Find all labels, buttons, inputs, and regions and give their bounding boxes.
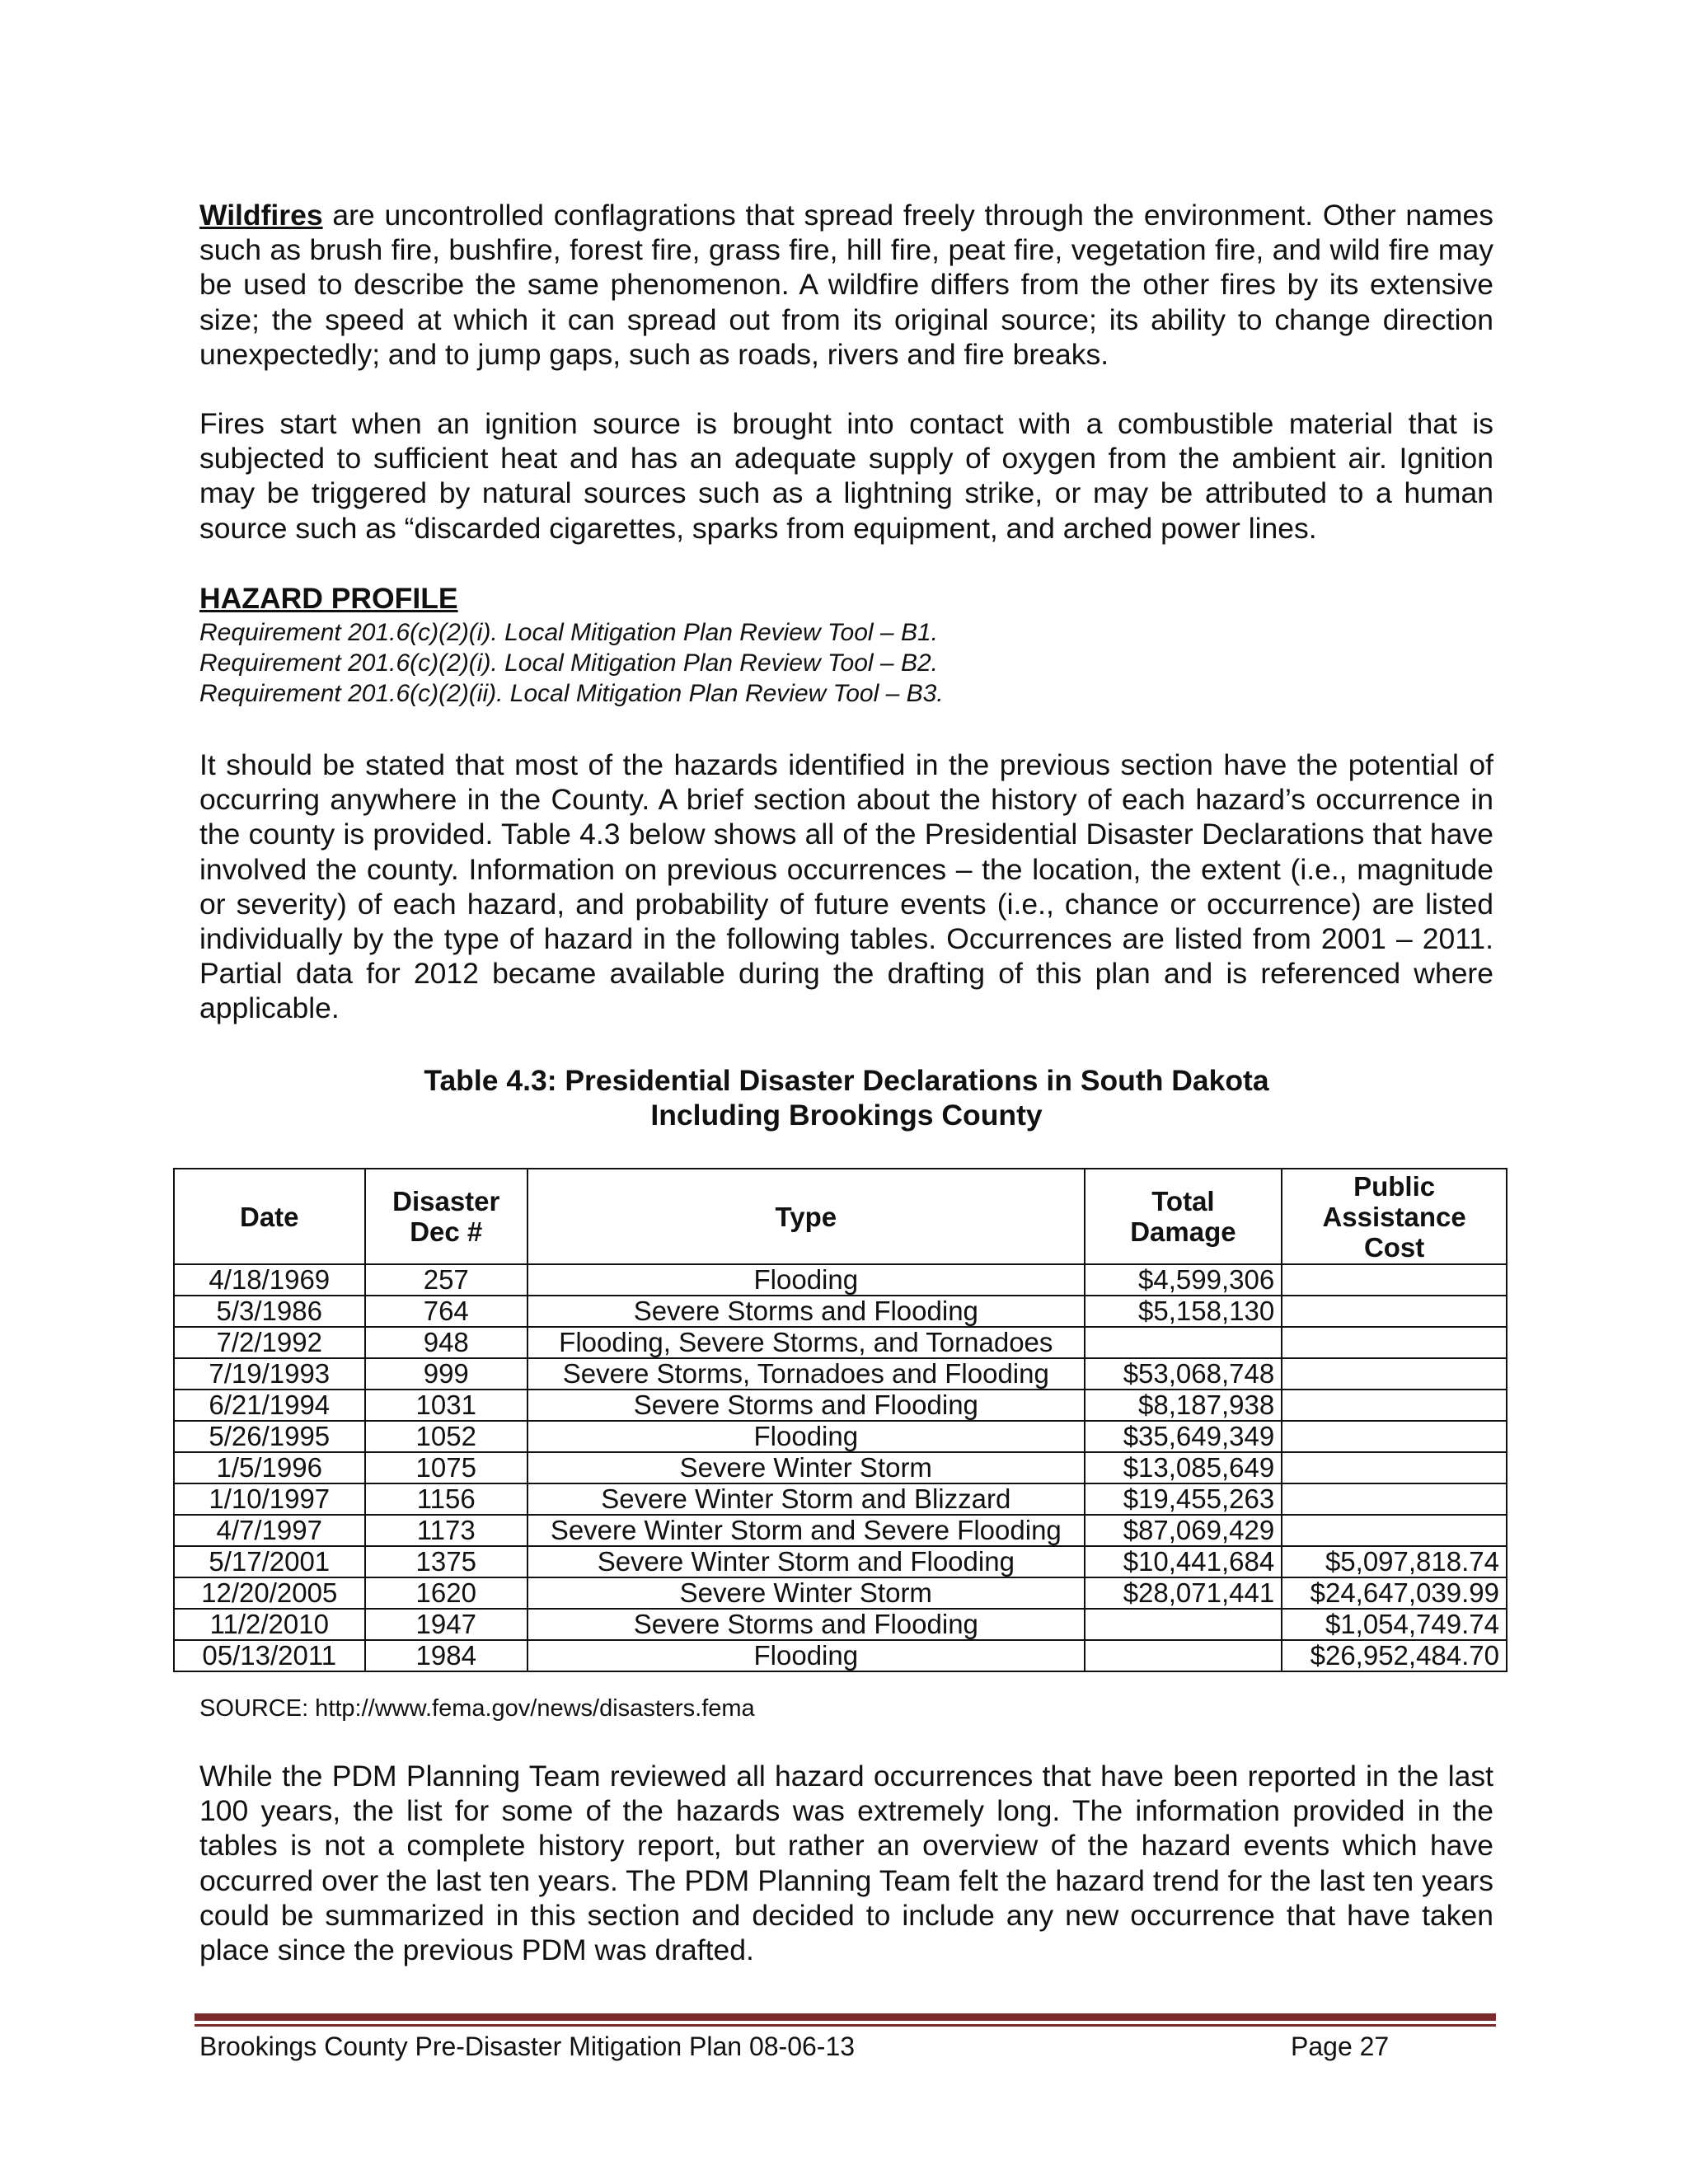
header-public-assistance-cost: Public Assistance Cost	[1282, 1169, 1507, 1264]
cell-disaster-dec: 1947	[365, 1609, 528, 1640]
requirement-item: Requirement 201.6(c)(2)(i). Local Mitigation Plan Review Tool – B1.	[199, 619, 938, 646]
header-disaster-dec: Disaster Dec #	[365, 1169, 528, 1264]
cell-disaster-dec: 1620	[365, 1577, 528, 1609]
footer-rule-thin	[195, 2024, 1496, 2027]
cell-disaster-dec: 1375	[365, 1546, 528, 1577]
table-row	[174, 1421, 1507, 1452]
cell-disaster-dec: 1173	[365, 1515, 528, 1546]
disaster-declarations-table	[173, 1168, 1507, 1672]
requirement-item: Requirement 201.6(c)(2)(ii). Local Mitigation Plan Review Tool – B3.	[199, 680, 944, 707]
cell-public-assistance-cost	[1282, 1483, 1507, 1515]
cell-date: 4/18/1969	[174, 1264, 365, 1296]
table-row	[174, 1296, 1507, 1327]
cell-total-damage: $8,187,938	[1085, 1390, 1282, 1421]
cell-total-damage: $4,599,306	[1085, 1264, 1282, 1296]
cell-public-assistance-cost	[1282, 1452, 1507, 1483]
cell-disaster-dec: 1075	[365, 1452, 528, 1483]
cell-date: 7/2/1992	[174, 1327, 365, 1358]
cell-type: Severe Winter Storm and Severe Flooding	[528, 1515, 1085, 1546]
header-date: Date	[174, 1169, 365, 1264]
cell-disaster-dec: 764	[365, 1296, 528, 1327]
cell-disaster-dec: 1984	[365, 1640, 528, 1671]
cell-date: 11/2/2010	[174, 1609, 365, 1640]
cell-date: 05/13/2011	[174, 1640, 365, 1671]
cell-date: 5/26/1995	[174, 1421, 365, 1452]
table-title	[199, 1063, 1493, 1132]
cell-total-damage	[1085, 1609, 1282, 1640]
cell-public-assistance-cost	[1282, 1515, 1507, 1546]
cell-date: 1/10/1997	[174, 1483, 365, 1515]
wildfires-body: are uncontrolled conflagrations that spread freely through the environment. Other names such as brush fire, bushfire, forest fire, grass fire, hill fire, peat fire, vegetation fire, and wild fire may be used to describe the same phenomenon. A wildfire differs from the other fires by its extensive size; the speed at which it can spread out from its original source; its ability to change direction unexpectedly; and to jump gaps, such as roads, rivers and fire breaks.	[199, 199, 1493, 371]
table-body	[174, 1264, 1507, 1671]
cell-date: 6/21/1994	[174, 1390, 365, 1421]
table-row	[174, 1640, 1507, 1671]
cell-public-assistance-cost	[1282, 1358, 1507, 1390]
cell-public-assistance-cost	[1282, 1421, 1507, 1452]
wildfires-term: Wildfires	[199, 199, 323, 232]
cell-date: 5/3/1986	[174, 1296, 365, 1327]
table-row	[174, 1577, 1507, 1609]
cell-disaster-dec: 257	[365, 1264, 528, 1296]
cell-date: 5/17/2001	[174, 1546, 365, 1577]
cell-type: Severe Storms and Flooding	[528, 1296, 1085, 1327]
pdm-review-paragraph: While the PDM Planning Team reviewed all hazard occurrences that have been reported in the last 100 years, the list for some of the hazards was extremely long. The information provided in the tables is not a complete history report, but rather an overview of the hazard events which have occurred over the last ten years. The PDM Planning Team felt the hazard trend for the last ten years could be summarized in this section and decided to include any new occurrence that have taken place since the previous PDM was drafted.	[199, 1760, 1493, 1967]
cell-type: Severe Winter Storm	[528, 1452, 1085, 1483]
cell-total-damage: $19,455,263	[1085, 1483, 1282, 1515]
cell-public-assistance-cost	[1282, 1296, 1507, 1327]
footer-page-number: Page 27	[1291, 2032, 1390, 2061]
cell-date: 4/7/1997	[174, 1515, 365, 1546]
cell-total-damage	[1085, 1640, 1282, 1671]
cell-total-damage: $87,069,429	[1085, 1515, 1282, 1546]
table-row	[174, 1264, 1507, 1296]
cell-total-damage: $28,071,441	[1085, 1577, 1282, 1609]
cell-type: Severe Winter Storm	[528, 1577, 1085, 1609]
cell-total-damage: $10,441,684	[1085, 1546, 1282, 1577]
cell-disaster-dec: 999	[365, 1358, 528, 1390]
hazards-intro-paragraph: It should be stated that most of the hazards identified in the previous section have the potential of occurring anywhere in the County. A brief section about the history of each hazard’s occurrence in the county is provided. Table 4.3 below shows all of the Presidential Disaster Declarations that have involved the county. Information on previous occurrences – the location, the extent (i.e., magnitude or severity) of each hazard, and probability of future events (i.e., chance or occurrence) are listed individually by the type of hazard in the following tables. Occurrences are listed from 2001 – 2011. Partial data for 2012 became available during the drafting of this plan and is referenced where applicable.	[199, 748, 1493, 1025]
cell-total-damage: $5,158,130	[1085, 1296, 1282, 1327]
table-row	[174, 1483, 1507, 1515]
cell-type: Flooding	[528, 1640, 1085, 1671]
cell-type: Severe Winter Storm and Flooding	[528, 1546, 1085, 1577]
table-row	[174, 1515, 1507, 1546]
cell-public-assistance-cost: $26,952,484.70	[1282, 1640, 1507, 1671]
fires-start-paragraph: Fires start when an ignition source is brought into contact with a combustible material that is subjected to sufficient heat and has an adequate supply of oxygen from the ambient air. Ignition may be triggered by natural sources such as a lightning strike, or may be attributed to a human source such as “discarded cigarettes, sparks from equipment, and arched power lines.	[199, 407, 1493, 545]
footer-rule-thick	[195, 2013, 1496, 2021]
cell-public-assistance-cost: $24,647,039.99	[1282, 1577, 1507, 1609]
cell-public-assistance-cost	[1282, 1390, 1507, 1421]
cell-type: Severe Storms and Flooding	[528, 1609, 1085, 1640]
cell-type: Flooding	[528, 1264, 1085, 1296]
cell-public-assistance-cost	[1282, 1264, 1507, 1296]
cell-date: 7/19/1993	[174, 1358, 365, 1390]
table-source: SOURCE: http://www.fema.gov/news/disasters.fema	[199, 1695, 755, 1722]
table-row	[174, 1609, 1507, 1640]
requirement-item: Requirement 201.6(c)(2)(i). Local Mitigation Plan Review Tool – B2.	[199, 649, 938, 677]
cell-disaster-dec: 1031	[365, 1390, 528, 1421]
cell-type: Severe Storms and Flooding	[528, 1390, 1085, 1421]
cell-type: Flooding, Severe Storms, and Tornadoes	[528, 1327, 1085, 1358]
cell-total-damage: $13,085,649	[1085, 1452, 1282, 1483]
cell-type: Severe Winter Storm and Blizzard	[528, 1483, 1085, 1515]
hazard-profile-heading: HAZARD PROFILE	[199, 582, 458, 615]
cell-date: 1/5/1996	[174, 1452, 365, 1483]
cell-public-assistance-cost	[1282, 1327, 1507, 1358]
table-header-row	[174, 1169, 1507, 1264]
table-title-line-2: Including Brookings County	[650, 1099, 1043, 1132]
footer-document-title: Brookings County Pre-Disaster Mitigation Plan 08-06-13	[199, 2032, 856, 2061]
requirements-list	[199, 617, 1485, 709]
cell-total-damage	[1085, 1327, 1282, 1358]
cell-total-damage: $35,649,349	[1085, 1421, 1282, 1452]
cell-type: Severe Storms, Tornadoes and Flooding	[528, 1358, 1085, 1390]
table-row	[174, 1452, 1507, 1483]
cell-disaster-dec: 1052	[365, 1421, 528, 1452]
header-type: Type	[528, 1169, 1085, 1264]
cell-disaster-dec: 1156	[365, 1483, 528, 1515]
table-row	[174, 1327, 1507, 1358]
header-total-damage: Total Damage	[1085, 1169, 1282, 1264]
table-row	[174, 1390, 1507, 1421]
wildfires-paragraph	[199, 198, 1493, 372]
table-row	[174, 1358, 1507, 1390]
cell-public-assistance-cost: $5,097,818.74	[1282, 1546, 1507, 1577]
cell-public-assistance-cost: $1,054,749.74	[1282, 1609, 1507, 1640]
cell-date: 12/20/2005	[174, 1577, 365, 1609]
cell-disaster-dec: 948	[365, 1327, 528, 1358]
cell-total-damage: $53,068,748	[1085, 1358, 1282, 1390]
table-row	[174, 1546, 1507, 1577]
cell-type: Flooding	[528, 1421, 1085, 1452]
table-title-line-1: Table 4.3: Presidential Disaster Declarations in South Dakota	[424, 1064, 1269, 1097]
